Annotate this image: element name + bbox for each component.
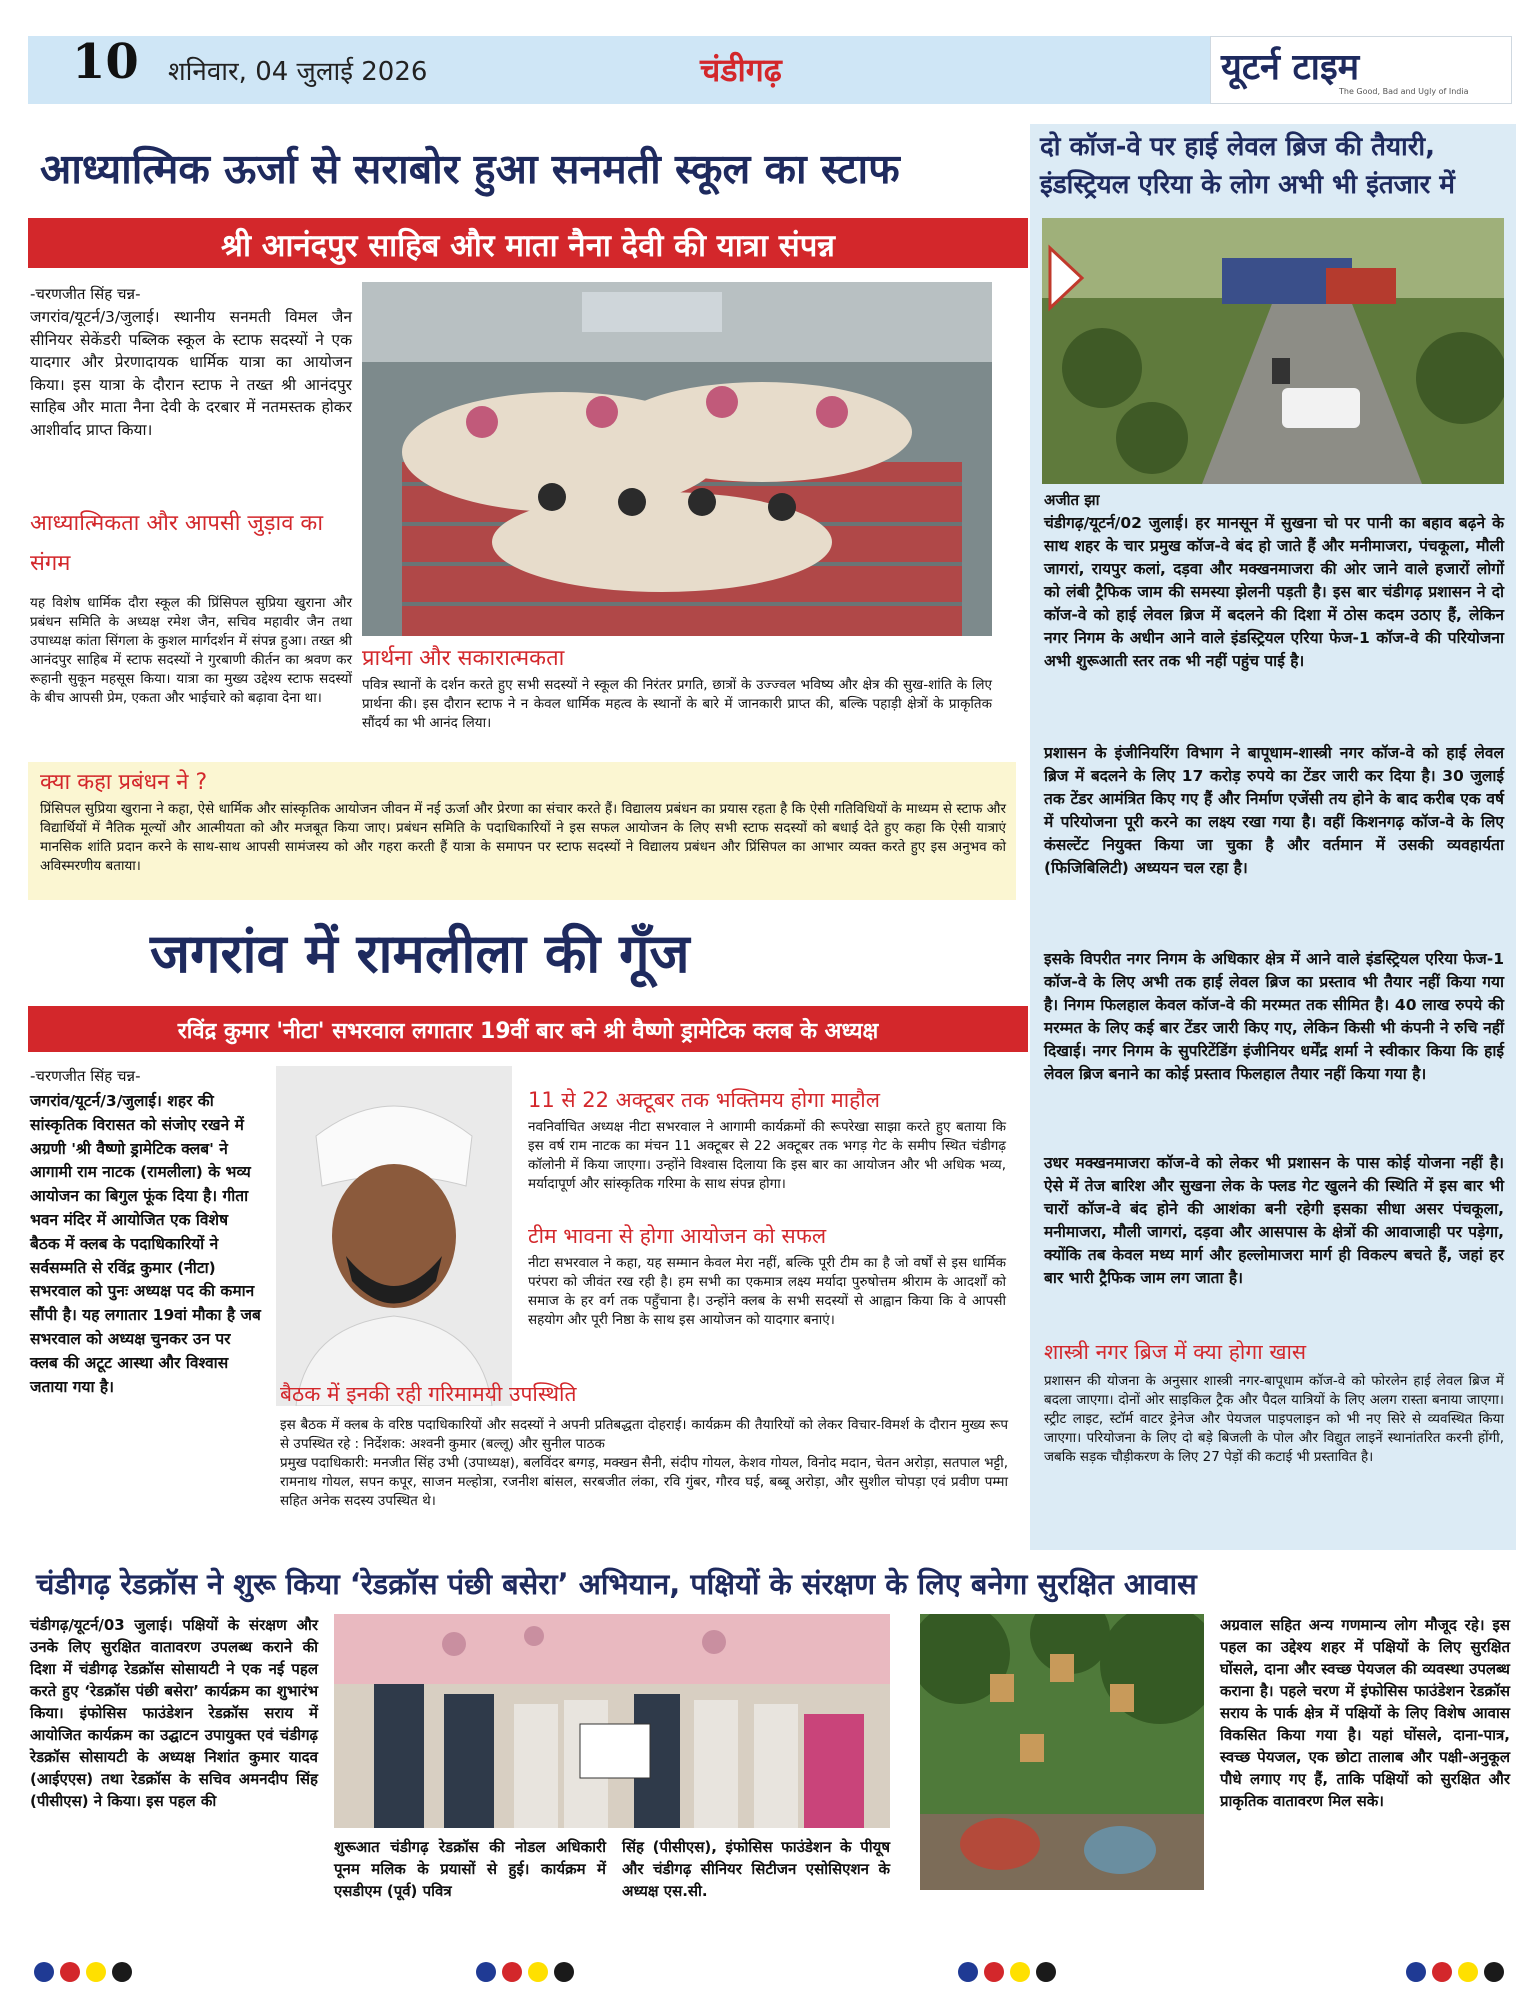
- logo-tagline: The Good, Bad and Ugly of India: [1339, 87, 1469, 96]
- story2-body1: नवनिर्वाचित अध्यक्ष नीटा सभरवाल ने आगामी कार्यक्रमों की रूपरेखा साझा करते हुए बताया कि इस वर्ष राम नाटक का मंचन 11 अक्टूबर से 22 अक्टूबर तक भगड़ गेट के समीप स्थित चंडीगढ़ कॉलोनी में किया जाएगा। उन्होंने विश्वास दिलाया कि इस बार का आयोजन और भी अधिक भव्य, मर्यादापूर्ण और सांस्कृतिक गरिमा के साथ संपन्न होगा।: [528, 1119, 1006, 1192]
- logo-text: यूटर्न टाइम: [1221, 47, 1360, 88]
- registration-marks-4: [1406, 1962, 1510, 1986]
- story4-headline: चंडीगढ़ रेडक्रॉस ने शुरू किया ‘रेडक्रॉस पंछी बसेरा’ अभियान, पक्षियों के संरक्षण के लिए बनेगा सुरक्षित आवास: [36, 1567, 1197, 1601]
- story2-body2: नीटा सभरवाल ने कहा, यह सम्मान केवल मेरा नहीं, बल्कि पूरी टीम का है जो वर्षों से इस धार्मिक परंपरा को जीवंत रख रही है। हम सभी का एकमात्र लक्ष्य मर्यादा पुरुषोत्तम श्रीराम के आदर्शों को समाज के हर वर्ग तक पहुँचाना है। उन्होंने क्लब के सभी सदस्यों से आह्वान किया कि वे आपसी सहयोग और पूरी निष्ठा के साथ इस आयोजन को यादगार बनाएं।: [528, 1255, 1006, 1328]
- story1-headline: आध्यात्मिक ऊर्जा से सराबोर हुआ सनमती स्कूल का स्टाफ: [40, 145, 900, 193]
- registration-marks-2: [476, 1962, 580, 1986]
- story4-col1: चंडीगढ़/यूटर्न/03 जुलाई। पक्षियों के संरक्षण और उनके लिए सुरक्षित वातावरण उपलब्ध कराने की दिशा में चंडीगढ़ रेडक्रॉस सोसायटी ने एक नई पहल करते हुए ‘रेडक्रॉस पंछी बसेरा’ कार्यक्रम का शुभारंभ किया। इंफोसिस फाउंडेशन रेडक्रॉस सराय में आयोजित कार्यक्रम का उद्घाटन उपायुक्त एवं चंडीगढ़ रेडक्रॉस सोसायटी के अध्यक्ष निशांत कुमार यादव (आईएएस) तथा रेडक्रॉस के सचिव अमनदीप सिंह (पीसीएस) ने किया। इस पहल की: [30, 1616, 318, 1810]
- story3-p1: चंडीगढ़/यूटर्न/02 जुलाई। हर मानसून में सुखना चो पर पानी का बहाव बढ़ने के साथ शहर के चार प्रमुख कॉज-वे बंद हो जाते हैं और मनीमाजरा, पंचकूला, मौली जागरां, रायपुर कलां, दड़वा और मक्खनमाजरा की ओर जाने वाले हजारों लोगों को लंबी ट्रैफिक जाम की समस्या झेलनी पड़ती है। इस बार चंडीगढ़ प्रशासन ने दो कॉज-वे को हाई लेवल ब्रिज में बदलने की दिशा में ठोस कदम उठाए हैं, लेकिन नगर निगम के अधीन आने वाले इंडस्ट्रियल एरिया फेज-1 कॉज-वे की परियोजना अभी शुरूआती स्तर तक भी नहीं पहुंच पाई है।: [1044, 514, 1504, 670]
- story1-body1: यह विशेष धार्मिक दौरा स्कूल की प्रिंसिपल सुप्रिया खुराना और प्रबंधन समिति के अध्यक्ष रमेश जैन, सचिव महावीर जैन तथा उपाध्यक्ष कांता सिंगला के कुशल मार्गदर्शन में संपन्न हुआ। तख्त श्री आनंदपुर साहिब में स्टाफ सदस्यों ने गुरबाणी कीर्तन का श्रवण कर रूहानी सुकून महसूस किया। यात्रा का मुख्य उद्देश्य स्टाफ सदस्यों के बीच आपसी प्रेम, एकता और भाईचारे को बढ़ावा देना था।: [30, 595, 352, 706]
- story2-lead: जगरांव/यूटर्न/3/जुलाई। शहर की सांस्कृतिक विरासत को संजोए रखने में अग्रणी 'श्री वैष्णो ड्रामेटिक क्लब' ने आगामी राम नाटक (रामलीला) के भव्य आयोजन का बिगुल फूंक दिया है। गीता भवन मंदिर में आयोजित एक विशेष बैठक में क्लब के पदाधिकारियों ने सर्वसम्मति से रविंद्र कुमार (नीटा) सभरवाल को पुनः अध्यक्ष पद की कमान सौंपी है। यह लगातार 19वां मौका है जब सभरवाल को अध्यक्ष चुनकर उन पर क्लब की अटूट आस्था और विश्वास जताया गया है।: [30, 1092, 261, 1396]
- story2-subhead-meeting: बैठक में इनकी रही गरिमामयी उपस्थिति: [280, 1382, 577, 1406]
- story1-subhead: श्री आनंदपुर साहिब और माता नैना देवी की यात्रा संपन्न: [221, 228, 835, 264]
- story1-subhead-spirituality: आध्यात्मिकता और आपसी जुड़ाव का संगम: [30, 511, 324, 576]
- story3-p4: उधर मक्खनमाजरा कॉज-वे को लेकर भी प्रशासन के पास कोई योजना नहीं है। ऐसे में तेज बारिश और सुखना लेक के फ्लड गेट खुलने की स्थिति में इस बार भी चारों कॉज-वे बंद होने की आशंका बनी रहेगी इसका सीधा असर पंचकूला, मनीमाजरा, मौली जागरां, दड़वा और आसपास के क्षेत्रों की आवाजाही पर पड़ेगा, क्योंकि तब केवल मध्य मार्ग और हल्लोमाजरा मार्ग ही विकल्प बचते हैं, जहां हर बार भारी ट्रैफिक जाम लग जाता है।: [1044, 1154, 1504, 1287]
- story3-byline: अजीत झा: [1044, 491, 1100, 509]
- causeway-road-photo: [1042, 218, 1504, 484]
- masthead-logo: [1210, 36, 1512, 104]
- management-box: [28, 762, 1016, 900]
- story4-caption1: शुरूआत चंडीगढ़ रेडक्रॉस की नोडल अधिकारी पूनम मलिक के प्रयासों से हुई। कार्यक्रम में एसडीएम (पूर्व) पवित्र: [334, 1838, 606, 1900]
- story4-caption2: सिंह (पीसीएस), इंफोसिस फाउंडेशन के पीयूष और चंडीगढ़ सीनियर सिटीजन एसोसिएशन के अध्यक्ष एस.सी.: [622, 1838, 890, 1900]
- story1-lead: जगरांव/यूटर्न/3/जुलाई। स्थानीय सनमती विमल जैन सीनियर सेकेंडरी पब्लिक स्कूल के स्टाफ सदस्यों ने एक यादगार और प्रेरणादायक धार्मिक यात्रा का आयोजन किया। इस यात्रा के दौरान स्टाफ ने तख्त श्री आनंदपुर साहिब और माता नैना देवी के दरबार में नतमस्तक होकर आशीर्वाद प्राप्त किया।: [30, 308, 352, 439]
- management-box-title: क्या कहा प्रबंधन ने ?: [40, 770, 208, 795]
- story4-col4: अग्रवाल सहित अन्य गणमान्य लोग मौजूद रहे। इस पहल का उद्देश्य शहर में पक्षियों के लिए सुरक्षित घोंसले, दाना और स्वच्छ पेयजल की व्यवस्था उपलब्ध कराना है। पहले चरण में इंफोसिस फाउंडेशन रेडक्रॉस सराय के पार्क क्षेत्र में पक्षियों के लिए विशेष आवास विकसित किया गया है। यहां घोंसले, दाना-पात्र, स्वच्छ पेयजल, एक छोटा तालाब और पक्षी-अनुकूल पौधे लगाए गए हैं, ताकि पक्षियों को सुरक्षित और प्राकृतिक वातावरण मिल सके।: [1220, 1616, 1510, 1810]
- staff-group-photo: [362, 282, 992, 636]
- bird-shelter-park-photo: [920, 1614, 1204, 1890]
- story1-body2: पवित्र स्थानों के दर्शन करते हुए सभी सदस्यों ने स्कूल की निरंतर प्रगति, छात्रों के उज्ज्वल भविष्य और क्षेत्र की सुख-शांति के लिए प्रार्थना की। इस दौरान स्टाफ ने न केवल धार्मिक महत्व के स्थानों के बारे में जानकारी प्राप्त की, बल्कि पहाड़ी क्षेत्रों के प्राकृतिक सौंदर्य का भी आनंद लिया।: [362, 677, 992, 731]
- story2-subhead-oct: 11 से 22 अक्टूबर तक भक्तिमय होगा माहौल: [528, 1088, 880, 1112]
- story2-body4: प्रमुख पदाधिकारी: मनजीत सिंह उभी (उपाध्यक्ष), बलविंदर बग्गड़, मक्खन सैनी, संदीप गोयल, केशव गोयल, विनोद मदान, चेतन अरोड़ा, सतपाल भट्टी, रामनाथ गोयल, सपन कपूर, साजन मल्होत्रा, रजनीश बांसल, सरबजीत लंका, रवि गुंबर, गौरव घई, बब्बू अरोड़ा, और सुशील चोपड़ा एवं प्रवीण पम्मा सहित अनेक सदस्य उपस्थित थे।: [280, 1455, 1008, 1509]
- redcross-event-photo: [334, 1614, 890, 1828]
- registration-marks-3: [958, 1962, 1062, 1986]
- story3-p3: इसके विपरीत नगर निगम के अधिकार क्षेत्र में आने वाले इंडस्ट्रियल एरिया फेज-1 कॉज-वे के लिए अभी तक हाई लेवल ब्रिज का प्रस्ताव भी तैयार नहीं किया गया है। निगम फिलहाल केवल कॉज-वे की मरम्मत तक सीमित है। 40 लाख रुपये की मरम्मत के लिए कई बार टेंडर जारी किए गए, लेकिन किसी भी कंपनी ने रुचि नहीं दिखाई। नगर निगम के सुपरिटेंडिंग इंजीनियर धर्मेंद्र शर्मा ने स्वीकार किया कि हाई लेवल ब्रिज बनाने का कोई प्रस्ताव फिलहाल तैयार नहीं किया गया है।: [1044, 950, 1504, 1083]
- story2-body3: इस बैठक में क्लब के वरिष्ठ पदाधिकारियों और सदस्यों ने अपनी प्रतिबद्धता दोहराई। कार्यक्रम की तैयारियों को लेकर विचार-विमर्श के दौरान मुख्य रूप से उपस्थित रहे : निर्देशक: अश्वनी कुमार (बल्लू) और सुनील पाठक: [280, 1417, 1008, 1452]
- neeta-sabharwal-portrait: [276, 1066, 512, 1406]
- story3-p5: प्रशासन की योजना के अनुसार शास्त्री नगर-बापूधाम कॉज-वे को फोरलेन हाई लेवल ब्रिज में बदला जाएगा। दोनों ओर साइकिल ट्रैक और पैदल यात्रियों के लिए अलग रास्ता बनाया जाएगा। स्ट्रीट लाइट, स्टॉर्म वाटर ड्रेनेज और पेयजल पाइपलाइन को भी नए सिरे से व्यवस्थित किया जाएगा। परियोजना के लिए दो बड़े बिजली के पोल और विद्युत लाइनें स्थानांतरित करनी होंगी, जबकि सड़क चौड़ीकरण के लिए 27 पेड़ों की कटाई भी प्रस्तावित है।: [1044, 1373, 1504, 1465]
- story3-headline: दो कॉज-वे पर हाई लेवल ब्रिज की तैयारी, इंडस्ट्रियल एरिया के लोग अभी भी इंतजार में: [1040, 132, 1455, 200]
- story3-p2: प्रशासन के इंजीनियरिंग विभाग ने बापूधाम-शास्त्री नगर कॉज-वे को हाई लेवल ब्रिज में बदलने के लिए 17 करोड़ रुपये का टेंडर जारी कर दिया है। 30 जुलाई तक टेंडर आमंत्रित किए गए हैं और निर्माण एजेंसी तय होने के बाद करीब एक वर्ष में परियोजना पूरी करने का लक्ष्य रखा गया है। वहीं किशनगढ़ कॉज-वे के लिए कंसल्टेंट नियुक्त किया जा चुका है और वर्तमान में उसकी व्यवहार्यता (फिजिबिलिटी) अध्ययन चल रहा है।: [1044, 744, 1504, 877]
- story2-subhead: रविंद्र कुमार 'नीटा' सभरवाल लगातार 19वीं बार बने श्री वैष्णो ड्रामेटिक क्लब के अध्यक्ष: [177, 1019, 879, 1044]
- header-city: चंडीगढ़: [700, 51, 782, 89]
- story2-byline: -चरणजीत सिंह चन्न-: [30, 1067, 141, 1085]
- page-number: 10: [72, 34, 139, 90]
- management-box-body: प्रिंसिपल सुप्रिया खुराना ने कहा, ऐसे धार्मिक और सांस्कृतिक आयोजन जीवन में नई ऊर्जा और प्रेरणा का संचार करते हैं। विद्यालय प्रबंधन का प्रयास रहता है कि ऐसी गतिविधियों के माध्यम से स्टाफ और विद्यार्थियों में नैतिक मूल्यों और आत्मीयता को और मजबूत किया जाए। प्रबंधन समिति के पदाधिकारियों ने इस सफल आयोजन के लिए सभी स्टाफ सदस्यों को बधाई देते हुए कहा कि ऐसी यात्राएं मानसिक शांति प्रदान करने के साथ-साथ आपसी सामंजस्य को और गहरा करती हैं यात्रा के समापन पर स्टाफ सदस्यों ने विद्यालय प्रबंधन और प्रिंसिपल का आभार व्यक्त करते हुए इस अनुभव को अविस्मरणीय बताया।: [40, 801, 1006, 874]
- registration-marks-1: [34, 1962, 138, 1986]
- story2-subhead-team: टीम भावना से होगा आयोजन को सफल: [528, 1224, 827, 1248]
- story3-subhead: शास्त्री नगर ब्रिज में क्या होगा खास: [1044, 1340, 1307, 1364]
- story1-byline: -चरणजीत सिंह चन्न-: [30, 285, 141, 303]
- header-date: शनिवार, 04 जुलाई 2026: [168, 57, 428, 87]
- story1-subhead-prayer: प्रार्थना और सकारात्मकता: [362, 646, 565, 671]
- story2-headline: जगरांव में रामलीला की गूँज: [150, 922, 690, 985]
